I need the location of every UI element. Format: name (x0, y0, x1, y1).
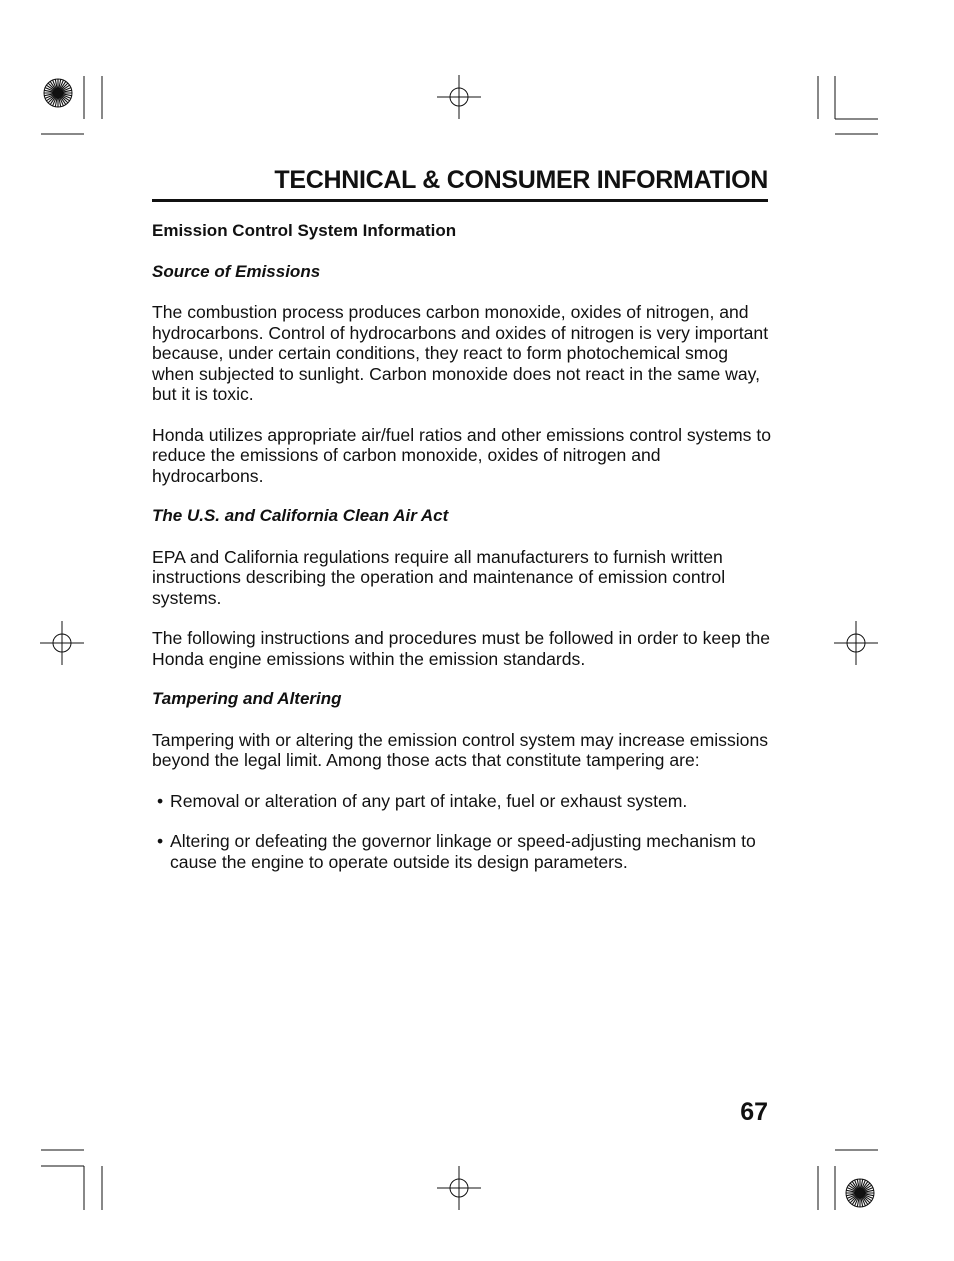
paragraph: Honda utilizes appropriate air/fuel ratios and other emissions control systems to reduce the emissions of carbon monoxide, oxides of nitrogen and hydrocarbons. (152, 424, 772, 486)
subsection-heading-tampering: Tampering and Altering (152, 689, 342, 708)
list-item-text: Altering or defeating the governor linkage or speed-adjusting mechanism to cause the engine to operate outside its design parameters. (170, 831, 756, 872)
page-content (152, 221, 772, 892)
list-item-text: Removal or alteration of any part of intake, fuel or exhaust system. (170, 790, 688, 811)
paragraph: EPA and California regulations require all manufacturers to furnish written instructions describing the operation and maintenance of emission control systems. (152, 546, 726, 608)
page-number: 67 (740, 1098, 768, 1126)
bullet-icon: • (157, 790, 164, 811)
subsection-heading-clean-air-act: The U.S. and California Clean Air Act (152, 506, 449, 525)
paragraph: The combustion process produces carbon monoxide, oxides of nitrogen, and hydrocarbons. Control of hydrocarbons and oxides of nitrogen is very important because, under certain conditions, they react to form photochemical smog when subjected to sunlight. Carbon monoxide does not react in the same way, but it is toxic. (152, 302, 769, 404)
tampering-list (152, 791, 772, 873)
page-header (152, 164, 768, 202)
list-item (152, 831, 772, 872)
list-item (152, 791, 772, 812)
section-title: Emission Control System Information (152, 221, 457, 240)
paragraph: Tampering with or altering the emission control system may increase emissions beyond the legal limit. Among those acts that constitute tampering are: (152, 729, 769, 770)
bullet-icon: • (157, 831, 164, 851)
paragraph: The following instructions and procedures must be followed in order to keep the Honda engine emissions within the emission standards. (152, 628, 771, 669)
page-title: TECHNICAL & CONSUMER INFORMATION (274, 166, 768, 194)
subsection-heading-source-of-emissions: Source of Emissions (152, 261, 321, 281)
